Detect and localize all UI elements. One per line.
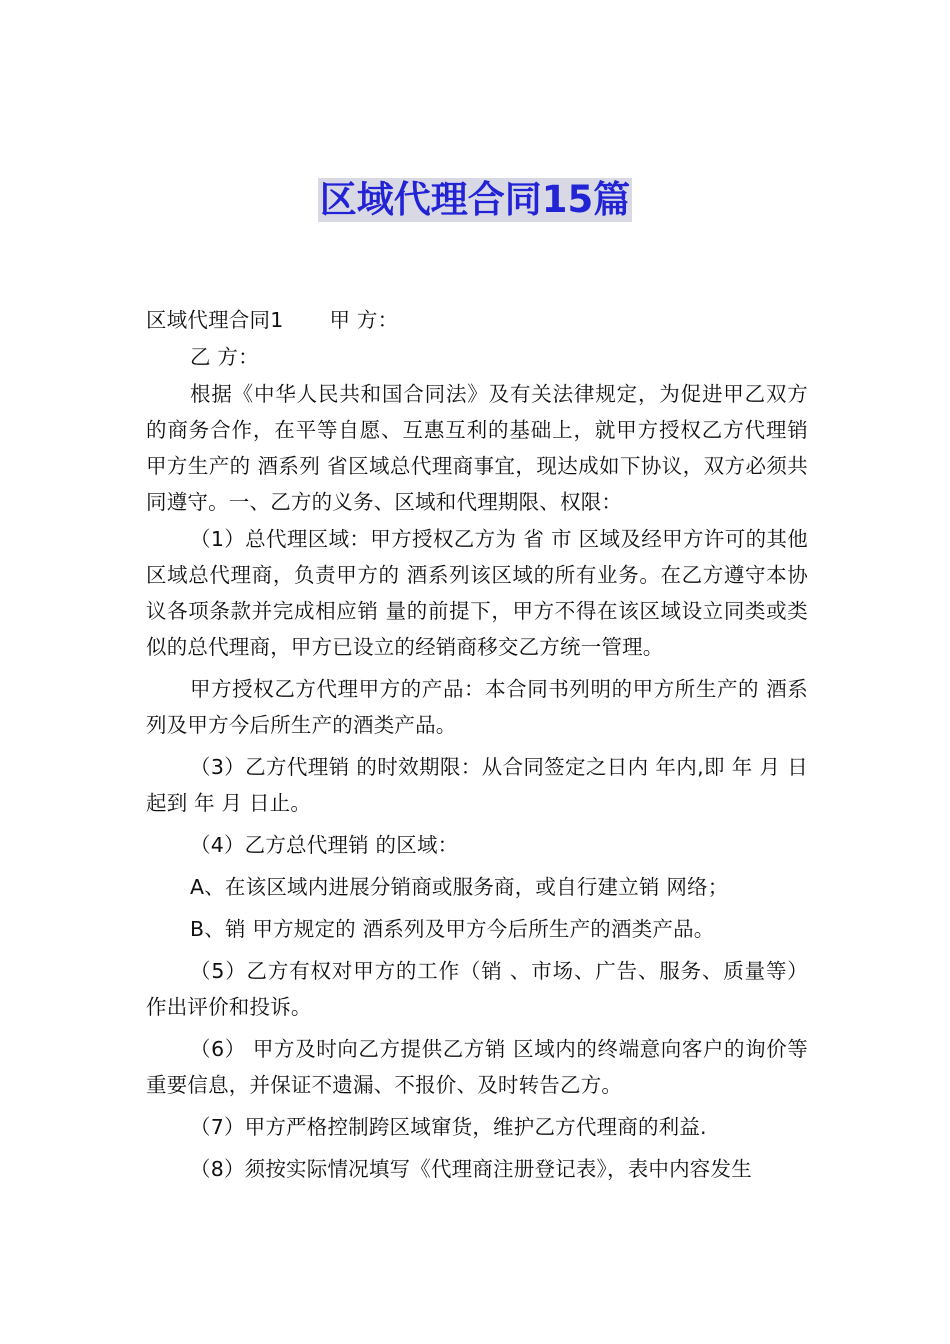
document-title: 区域代理合同15篇: [319, 178, 631, 221]
contract-heading: 区域代理合同1: [146, 308, 284, 332]
paragraph-clause-6: （6） 甲方及时向乙方提供乙方销 区域内的终端意向客户的询价等重要信息，并保证不遗漏、不报价、及时转告乙方。: [146, 1037, 808, 1097]
document-body: [146, 302, 808, 1188]
title-wrapper: [0, 178, 950, 222]
paragraph-clause-8: （8）须按实际情况填写《代理商注册登记表》，表中内容发生: [190, 1157, 752, 1181]
paragraph-clause-1: （1）总代理区域：甲方授权乙方为 省 市 区域及经甲方许可的其他区域总代理商，负责甲方的 酒系列该区域的所有业务。在乙方遵守本协议各项条款并完成相应销 量的前提下，甲方不得在该区域设立同类或类似的总代理商，甲方已设立的经销商移交乙方统一管理。: [146, 527, 808, 659]
contract-heading-line: [146, 302, 808, 338]
heading-spacer: [283, 302, 329, 338]
paragraph-intro: 根据《中华人民共和国合同法》及有关法律规定，为促进甲乙双方的商务合作，在平等自愿、互惠互利的基础上，就甲方授权乙方代理销 甲方生产的 酒系列 省区域总代理商事宜，现达成如下协议，双方必须共同遵守。一、乙方的义务、区域和代理期限、权限：: [146, 382, 808, 514]
paragraph-clause-4: （4）乙方总代理销 的区域：: [190, 833, 459, 857]
party-a-label: 甲 方：: [329, 308, 399, 332]
paragraph-item-a: A、在该区域内进展分销商或服务商，或自行建立销 网络；: [190, 875, 729, 899]
party-b-label: 乙 方：: [190, 345, 259, 369]
paragraph-clause-3: （3）乙方代理销 的时效期限：从合同签定之日内 年内,即 年 月 日起到 年 月 日止。: [146, 755, 808, 815]
paragraph-clause-7: （7）甲方严格控制跨区域窜货，维护乙方代理商的利益.: [190, 1115, 707, 1139]
paragraph-products: 甲方授权乙方代理甲方的产品：本合同书列明的甲方所生产的 酒系列及甲方今后所生产的酒类产品。: [146, 677, 808, 737]
paragraph-item-b: B、销 甲方规定的 酒系列及甲方今后所生产的酒类产品。: [190, 917, 715, 941]
paragraph-clause-5: （5）乙方有权对甲方的工作（销 、市场、广告、服务、质量等）作出评价和投诉。: [146, 959, 808, 1019]
